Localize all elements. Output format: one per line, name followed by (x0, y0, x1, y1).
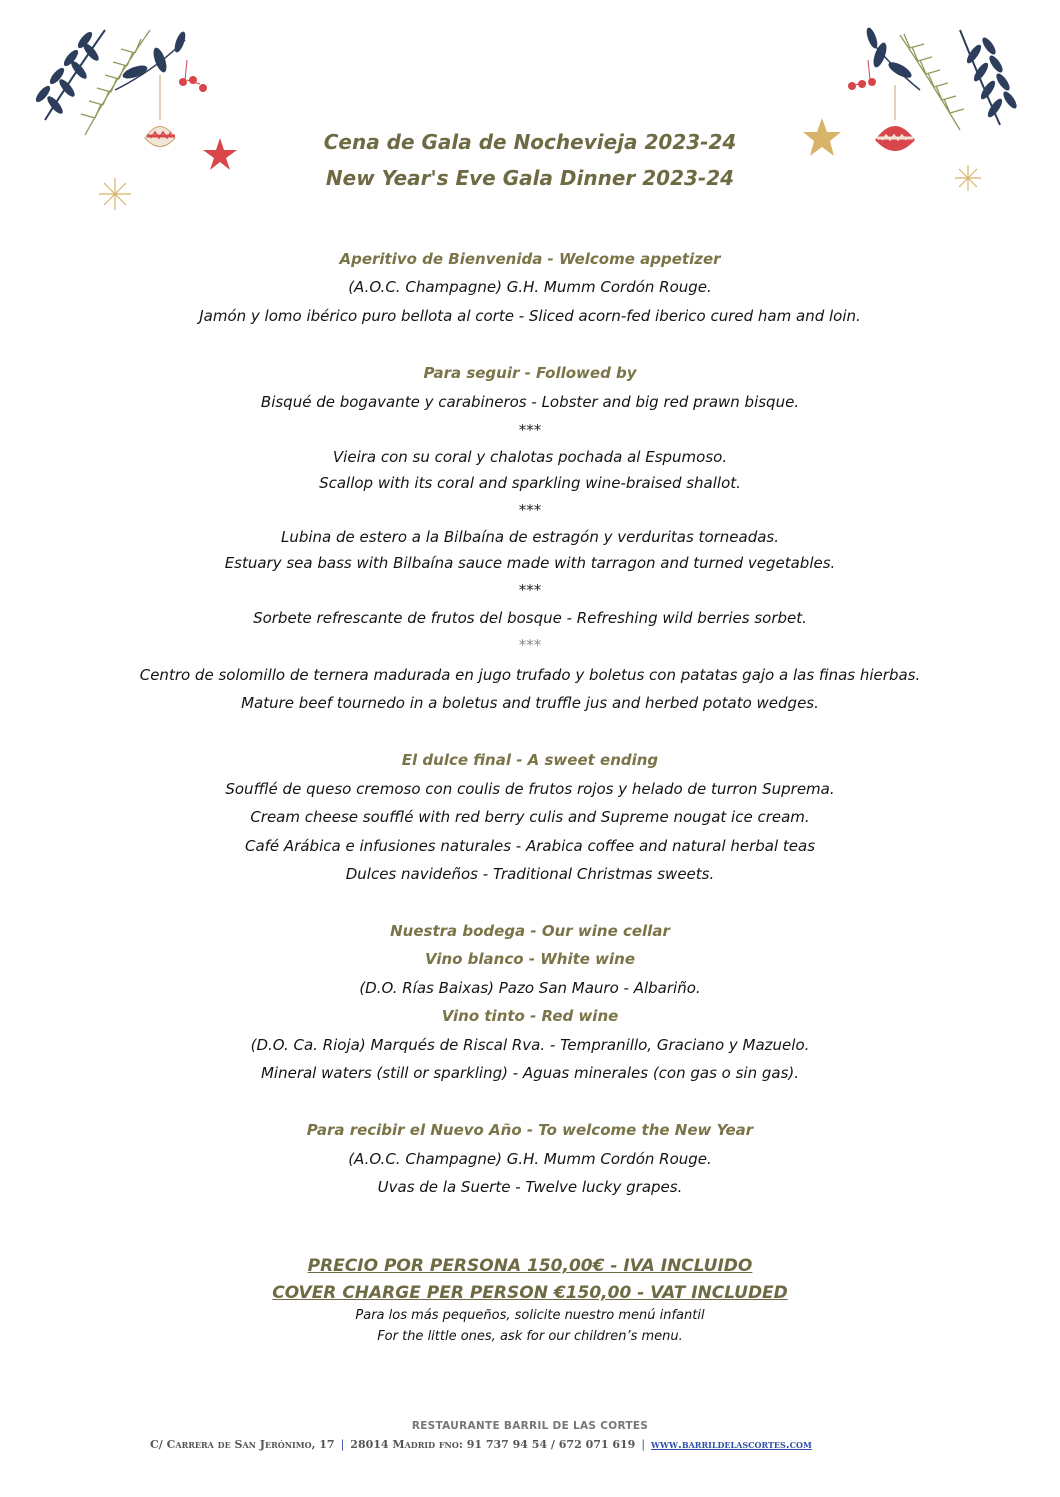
menu-line: Uvas de la Suerte - Twelve lucky grapes. (377, 1178, 683, 1196)
newyear-heading: Para recibir el Nuevo Año - To welcome the New Year (306, 1121, 754, 1139)
kids-menu-english: For the little ones, ask for our children’s menu. (377, 1329, 683, 1344)
separator-stars: *** (518, 501, 542, 519)
menu-line: Dulces navideños - Traditional Christmas sweets. (345, 865, 715, 883)
menu-line: Estuary sea bass with Bilbaína sauce made with tarragon and turned vegetables. (224, 554, 836, 572)
dessert-heading: El dulce final - A sweet ending (401, 751, 659, 769)
menu-line: Lubina de estero a la Bilbaína de estragón y verduritas torneadas. (280, 528, 780, 546)
menu-line: (D.O. Rías Baixas) Pazo San Mauro - Albariño. (359, 979, 701, 997)
menu-line: Bisqué de bogavante y carabineros - Lobster and big red prawn bisque. (260, 393, 800, 411)
red-wine-heading: Vino tinto - Red wine (441, 1007, 619, 1025)
wine-heading: Nuestra bodega - Our wine cellar (390, 922, 670, 940)
divider: | (641, 1438, 646, 1451)
menu-line: Café Arábica e infusiones naturales - Arabica coffee and natural herbal teas (244, 837, 816, 855)
menu-line: Sorbete refrescante de frutos del bosque - Refreshing wild berries sorbet. (253, 609, 807, 627)
restaurant-name: RESTAURANTE BARRIL DE LAS CORTES (411, 1420, 649, 1432)
title-english: New Year's Eve Gala Dinner 2023-24 (325, 166, 735, 190)
followed-heading: Para seguir - Followed by (423, 364, 637, 382)
menu-line: Cream cheese soufflé with red berry culis and Supreme nougat ice cream. (250, 808, 810, 826)
divider: | (340, 1438, 345, 1451)
white-wine-heading: Vino blanco - White wine (424, 950, 636, 968)
city-phone: 28014 Madrid fno: 91 737 94 54 / 672 071 619 (350, 1438, 636, 1451)
menu-line: Scallop with its coral and sparkling wine-braised shallot. (319, 474, 741, 492)
menu-line: (D.O. Ca. Rioja) Marqués de Riscal Rva. - Tempranillo, Graciano y Mazuelo. (250, 1036, 810, 1054)
menu-line: Soufflé de queso cremoso con coulis de frutos rojos y helado de turron Suprema. (225, 780, 835, 798)
separator-stars: *** (518, 421, 542, 439)
menu-line: (A.O.C. Champagne) G.H. Mumm Cordón Rouge. (348, 1150, 712, 1168)
title-spanish: Cena de Gala de Nochevieja 2023-24 (323, 130, 737, 154)
separator-stars: *** (518, 636, 542, 654)
christmas-branch-right-decoration (800, 20, 1045, 220)
menu-line: Vieira con su coral y chalotas pochada al Espumoso. (332, 448, 728, 466)
kids-menu-spanish: Para los más pequeños, solicite nuestro menú infantil (355, 1308, 705, 1323)
price-spanish: PRECIO POR PERSONA 150,00€ - IVA INCLUIDO (307, 1256, 753, 1276)
address: C/ Carrera de San Jerónimo, 17 (150, 1438, 335, 1451)
menu-line: Centro de solomillo de ternera madurada en jugo trufado y boletus con patatas gajo a las finas hierbas. (139, 666, 921, 684)
menu-line: Mineral waters (still or sparkling) - Aguas minerales (con gas o sin gas). (260, 1064, 800, 1082)
separator-stars: *** (518, 581, 542, 599)
christmas-branch-left-decoration (15, 20, 255, 220)
website-link[interactable]: www.barrildelascortes.com (651, 1438, 812, 1451)
price-english: COVER CHARGE PER PERSON €150,00 - VAT INCLUDED (272, 1283, 788, 1303)
menu-line: Mature beef tournedo in a boletus and truffle jus and herbed potato wedges. (241, 694, 819, 712)
menu-line: Jamón y lomo ibérico puro bellota al corte - Sliced acorn-fed iberico cured ham and loin. (199, 307, 861, 325)
menu-line: (A.O.C. Champagne) G.H. Mumm Cordón Rouge. (348, 278, 712, 296)
appetizer-heading: Aperitivo de Bienvenida - Welcome appetizer (339, 250, 721, 268)
footer-contact (150, 1438, 930, 1451)
